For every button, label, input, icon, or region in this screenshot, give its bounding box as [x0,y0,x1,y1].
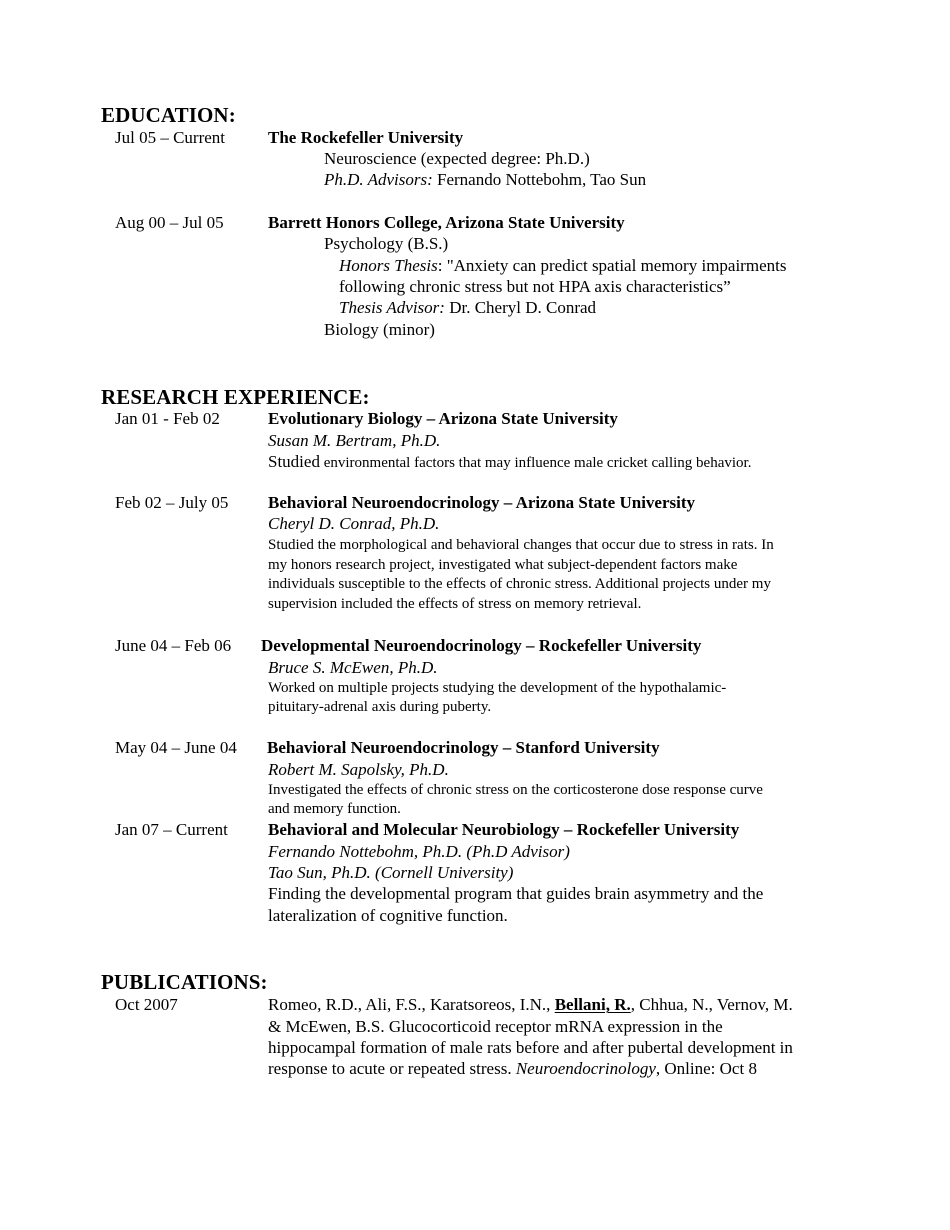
citation-online-date: , Online: Oct 8 [655,1059,757,1078]
thesis-title-part1: : "Anxiety can predict spatial memory impairments [437,256,787,275]
publication-date: Oct 2007 [115,995,178,1014]
publication-citation-line: hippocampal formation of male rats before and after pubertal development in [268,1038,793,1057]
citation-text: response to acute or repeated stress. [268,1059,516,1078]
research-description-line: Finding the developmental program that guides brain asymmetry and the [268,884,764,903]
research-date: Jan 07 – Current [115,820,228,839]
research-description-line: Studied the morphological and behavioral changes that occur due to stress in rats. In [268,537,774,553]
research-pi-secondary: Tao Sun, Ph.D. (Cornell University) [268,863,514,882]
publications-heading: PUBLICATIONS: [101,970,268,994]
research-title: Evolutionary Biology – Arizona State University [268,409,618,428]
research-date: Jan 01 - Feb 02 [115,409,220,428]
education-institution: Barrett Honors College, Arizona State University [268,213,625,232]
research-description-line: individuals susceptible to the effects of chronic stress. Additional projects under my [268,576,771,592]
education-degree: Neuroscience (expected degree: Ph.D.) [324,149,590,168]
education-minor: Biology (minor) [324,320,435,339]
research-description-line: my honors research project, investigated what subject-dependent factors make [268,557,738,573]
honors-thesis-line [339,255,786,276]
education-advisors [324,169,646,190]
research-heading: RESEARCH EXPERIENCE: [101,385,370,409]
research-title: Behavioral and Molecular Neurobiology – Rockefeller University [268,820,740,839]
citation-authors-post: , Chhua, N., Vernov, M. [630,995,793,1014]
research-description-line: Worked on multiple projects studying the development of the hypothalamic- [268,680,727,696]
research-description-line: pituitary-adrenal axis during puberty. [268,699,492,715]
thesis-advisor-label: Thesis Advisor: [339,298,445,317]
research-description-line: lateralization of cognitive function. [268,906,508,925]
education-heading: EDUCATION: [101,103,236,127]
description-rest: environmental factors that may influence male cricket calling behavior. [319,455,752,471]
education-institution: The Rockefeller University [268,128,464,147]
publication-citation-line [268,994,793,1015]
research-date: June 04 – Feb 06 [115,636,232,655]
education-date: Jul 05 – Current [115,128,226,147]
advisors-label: Ph.D. Advisors: [324,170,433,189]
research-date: Feb 02 – July 05 [115,493,229,512]
research-description [268,451,751,473]
research-pi: Fernando Nottebohm, Ph.D. (Ph.D Advisor) [268,842,570,861]
research-description-line: and memory function. [268,801,401,817]
education-date: Aug 00 – Jul 05 [115,213,224,232]
advisors-names: Fernando Nottebohm, Tao Sun [432,170,647,189]
highlighted-author: Bellani, R. [554,995,631,1014]
citation-authors-pre: Romeo, R.D., Ali, F.S., Karatsoreos, I.N., [268,995,555,1014]
research-pi: Susan M. Bertram, Ph.D. [268,431,441,450]
research-title: Behavioral Neuroendocrinology – Stanford University [267,738,660,757]
research-date: May 04 – June 04 [115,738,237,757]
education-degree: Psychology (B.S.) [324,234,449,253]
publication-citation-line: & McEwen, B.S. Glucocorticoid receptor mRNA expression in the [268,1017,723,1036]
research-description-line: Investigated the effects of chronic stress on the corticosterone dose response curve [268,782,763,798]
research-pi: Cheryl D. Conrad, Ph.D. [268,514,440,533]
thesis-label: Honors Thesis [339,256,438,275]
thesis-title-part2: following chronic stress but not HPA axis characteristics” [339,277,731,296]
thesis-advisor-name: Dr. Cheryl D. Conrad [444,298,597,317]
description-lead: Studied [268,452,320,471]
research-title: Behavioral Neuroendocrinology – Arizona State University [268,493,696,512]
research-title: Developmental Neuroendocrinology – Rockefeller University [261,636,702,655]
journal-name: Neuroendocrinology [515,1059,656,1078]
research-pi: Robert M. Sapolsky, Ph.D. [268,760,449,779]
research-description-line: supervision included the effects of stress on memory retrieval. [268,596,642,612]
publication-citation-line [268,1058,757,1079]
thesis-advisor-line [339,297,596,318]
research-pi: Bruce S. McEwen, Ph.D. [268,658,438,677]
